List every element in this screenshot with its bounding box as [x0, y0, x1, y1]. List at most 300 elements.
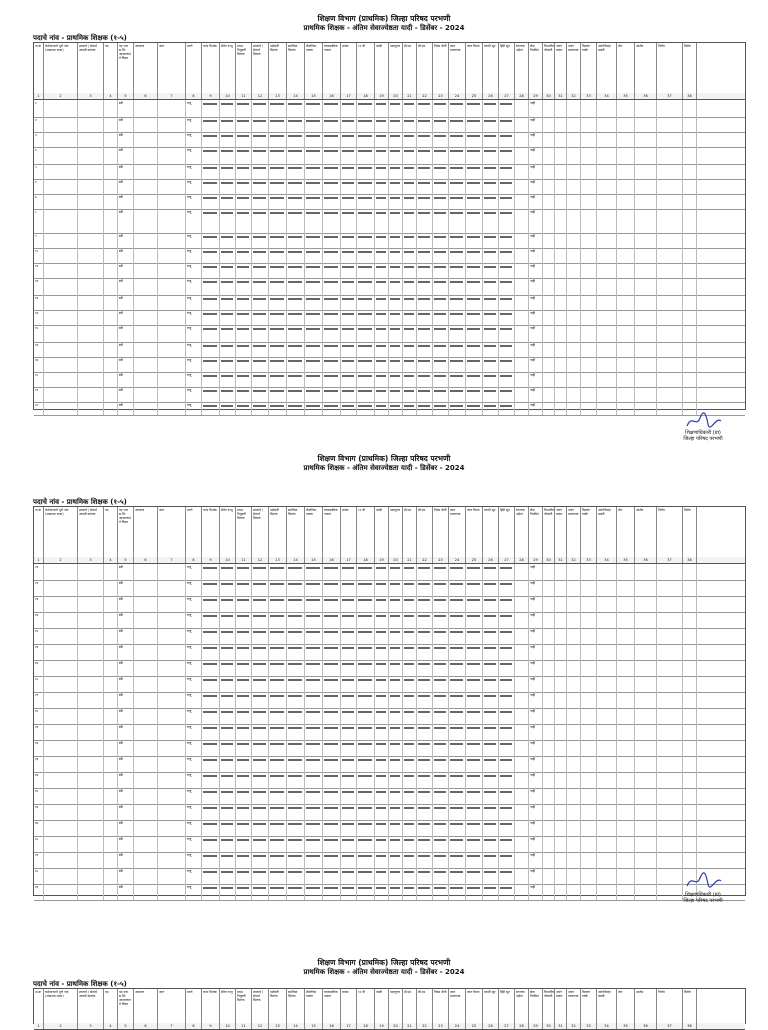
table-cell — [269, 644, 287, 660]
table-cell — [543, 644, 555, 660]
table-cell: रुजू — [186, 310, 202, 325]
table-cell: रुजू — [186, 836, 202, 852]
table-cell — [499, 868, 515, 884]
table-cell: नाही — [529, 756, 543, 772]
date-cell-text — [404, 281, 414, 283]
table-cell — [375, 884, 389, 900]
date-cell-text — [270, 663, 284, 665]
date-cell-text — [500, 150, 512, 152]
date-cell-text — [288, 251, 302, 253]
table-cell — [44, 372, 78, 387]
table-cell — [581, 580, 597, 596]
date-cell-text — [253, 871, 266, 873]
table-cell — [597, 402, 617, 415]
date-cell-text — [358, 727, 372, 729]
column-number: 15 — [305, 1023, 323, 1029]
column-header: प्रथम नियुक्ती दिनांक — [236, 989, 252, 1023]
table-cell: स्त्री — [118, 884, 134, 900]
table-cell — [269, 263, 287, 278]
table-cell — [417, 325, 433, 342]
column-number: 27 — [499, 1023, 515, 1029]
column-header: दिव्यांग टक्के — [581, 507, 597, 557]
table-cell — [499, 194, 515, 209]
table-cell — [617, 100, 635, 117]
table-cell — [252, 692, 269, 708]
date-cell-text — [484, 266, 496, 268]
date-cell-text — [342, 743, 354, 745]
date-cell-text — [450, 390, 463, 392]
table-cell — [433, 117, 449, 132]
table-cell — [357, 676, 375, 692]
table-cell — [236, 164, 252, 179]
table-cell — [44, 692, 78, 708]
date-cell-text — [450, 647, 463, 649]
table-cell — [78, 310, 104, 325]
date-cell-text — [484, 871, 496, 873]
date-cell-text — [288, 807, 302, 809]
date-cell-text — [342, 150, 354, 152]
table-cell — [617, 868, 635, 884]
table-cell — [389, 580, 403, 596]
table-cell — [483, 644, 499, 660]
column-header: पदव्युत्तर — [389, 507, 403, 557]
table-cell — [403, 788, 417, 804]
date-cell-text — [342, 775, 354, 777]
table-cell — [202, 756, 220, 772]
table-cell — [158, 402, 186, 415]
column-number: 37 — [657, 557, 683, 563]
table-cell — [236, 278, 252, 295]
table-cell — [483, 884, 499, 900]
table-cell — [78, 708, 104, 724]
table-cell: नाही — [529, 387, 543, 402]
table-cell — [403, 248, 417, 263]
date-cell-text — [358, 375, 372, 377]
date-cell-text — [288, 695, 302, 697]
table-cell — [597, 209, 617, 233]
table-cell — [305, 580, 323, 596]
date-cell-text — [221, 281, 233, 283]
table-cell — [287, 263, 305, 278]
table-cell — [567, 772, 581, 788]
column-number: 19 — [375, 1023, 389, 1029]
column-header: सेवा नियमित — [529, 989, 543, 1023]
column-header: सेवेत रूजू — [220, 507, 236, 557]
table-cell — [252, 772, 269, 788]
table-cell — [499, 580, 515, 596]
date-cell-text — [221, 727, 233, 729]
table-cell — [375, 263, 389, 278]
table-cell — [389, 804, 403, 820]
date-cell-text — [358, 791, 372, 793]
table-cell: नाही — [529, 676, 543, 692]
table-cell — [323, 660, 341, 676]
table-cell: ३८ — [34, 836, 44, 852]
table-cell — [158, 660, 186, 676]
table-cell — [617, 708, 635, 724]
table-cell — [433, 295, 449, 310]
date-cell-text — [418, 855, 430, 857]
table-cell — [543, 342, 555, 357]
table-cell: नाही — [529, 310, 543, 325]
table-cell — [104, 644, 118, 660]
table-cell — [515, 248, 529, 263]
table-cell — [683, 676, 697, 692]
column-header: आक्षेप — [635, 989, 657, 1023]
date-cell-text — [237, 251, 249, 253]
table-cell — [433, 692, 449, 708]
date-cell-text — [358, 871, 372, 873]
date-cell-text — [237, 871, 249, 873]
table-cell — [323, 295, 341, 310]
table-cell — [236, 387, 252, 402]
table-cell — [555, 724, 567, 740]
date-cell-text — [324, 711, 338, 713]
table-cell — [357, 596, 375, 612]
table-cell — [635, 132, 657, 147]
table-cell — [341, 660, 357, 676]
table-cell — [252, 724, 269, 740]
table-cell — [305, 868, 323, 884]
signature-office: जिल्हा परिषद परभणी — [683, 436, 723, 442]
table-row — [34, 233, 745, 249]
table-cell — [323, 402, 341, 415]
table-cell — [287, 564, 305, 580]
table-cell — [104, 660, 118, 676]
date-cell-text — [358, 167, 372, 169]
table-cell — [499, 836, 515, 852]
table-cell — [78, 612, 104, 628]
table-cell — [104, 194, 118, 209]
table-cell — [617, 342, 635, 357]
table-cell — [341, 852, 357, 868]
column-header: दिव्यांग टक्के — [581, 989, 597, 1023]
table-cell — [683, 132, 697, 147]
table-cell — [375, 372, 389, 387]
date-cell-text — [418, 743, 430, 745]
table-cell — [581, 724, 597, 740]
date-cell-text — [324, 647, 338, 649]
table-cell: ४० — [34, 868, 44, 884]
table-cell — [78, 117, 104, 132]
table-cell — [287, 164, 305, 179]
table-cell — [635, 564, 657, 580]
table-cell — [375, 836, 389, 852]
table-row — [34, 372, 745, 388]
table-cell — [499, 820, 515, 836]
date-cell-text — [253, 266, 266, 268]
date-cell-text — [358, 103, 372, 105]
table-cell — [158, 868, 186, 884]
table-cell — [597, 295, 617, 310]
column-header: कर्मचाऱ्याचे पूर्ण नांव (आडनाव प्रथम) — [44, 989, 78, 1023]
column-header: पदोन्नती दिनांक — [269, 43, 287, 93]
column-header: पद ज्या स.शि. आरक्षणात ते विषय — [118, 43, 134, 93]
table-cell — [236, 740, 252, 756]
table-cell — [357, 164, 375, 179]
table-cell — [104, 868, 118, 884]
date-cell-text — [500, 871, 512, 873]
table-cell — [555, 248, 567, 263]
table-cell — [597, 278, 617, 295]
table-cell — [287, 612, 305, 628]
column-header: पद — [104, 507, 118, 557]
table-cell — [287, 804, 305, 820]
table-cell — [597, 372, 617, 387]
table-cell — [417, 740, 433, 756]
table-cell — [375, 676, 389, 692]
post-name: पदाचे नांव - प्राथमिक शिक्षक (१-५) — [33, 34, 127, 42]
table-cell — [202, 357, 220, 372]
table-cell — [499, 179, 515, 194]
date-cell-text — [270, 120, 284, 122]
column-number: 36 — [635, 93, 657, 99]
table-cell — [567, 278, 581, 295]
date-cell-text — [418, 775, 430, 777]
table-cell — [357, 310, 375, 325]
table-cell — [499, 357, 515, 372]
table-cell — [483, 278, 499, 295]
table-cell — [134, 756, 158, 772]
date-cell-text — [404, 727, 414, 729]
column-number: 30 — [543, 93, 555, 99]
date-cell-text — [418, 647, 430, 649]
table-cell — [78, 372, 104, 387]
date-cell-text — [418, 167, 430, 169]
table-cell — [499, 117, 515, 132]
table-cell — [134, 852, 158, 868]
table-cell — [657, 100, 683, 117]
date-cell-text — [270, 631, 284, 633]
table-cell — [483, 868, 499, 884]
table-cell — [543, 372, 555, 387]
table-cell — [466, 628, 483, 644]
table-cell — [657, 209, 683, 233]
date-cell-text — [418, 120, 430, 122]
table-cell — [236, 772, 252, 788]
column-header: निवड श्रेणी — [433, 43, 449, 93]
table-cell — [341, 884, 357, 900]
table-cell — [134, 676, 158, 692]
date-cell-text — [237, 823, 249, 825]
column-number: 21 — [403, 557, 417, 563]
date-cell-text — [270, 167, 284, 169]
date-cell-text — [418, 313, 430, 315]
date-cell-text — [467, 236, 480, 238]
table-cell — [220, 100, 236, 117]
table-cell — [543, 804, 555, 820]
date-cell-text — [270, 791, 284, 793]
date-cell-text — [450, 281, 463, 283]
date-cell-text — [467, 167, 480, 169]
column-header: शालार्थ / सेवार्थ दिनांक — [252, 43, 269, 93]
table-cell — [403, 117, 417, 132]
table-cell: स्त्री — [118, 820, 134, 836]
date-cell-text — [342, 281, 354, 283]
table-cell — [236, 147, 252, 164]
table-cell — [635, 612, 657, 628]
table-cell — [567, 117, 581, 132]
table-cell — [341, 564, 357, 580]
column-number: 32 — [567, 1023, 581, 1029]
table-cell — [581, 233, 597, 248]
table-cell — [683, 310, 697, 325]
table-cell — [449, 402, 466, 415]
date-cell-text — [390, 167, 400, 169]
table-cell — [581, 884, 597, 900]
table-cell — [567, 836, 581, 852]
table-cell — [543, 660, 555, 676]
table-cell: ३० — [34, 708, 44, 724]
table-cell — [617, 788, 635, 804]
table-cell — [683, 660, 697, 676]
date-cell-text — [434, 135, 446, 137]
table-cell — [499, 233, 515, 248]
column-header: जात प्रमाणपत्र — [449, 507, 466, 557]
column-header: अपंग प्रकार — [555, 507, 567, 557]
date-cell-text — [467, 583, 480, 585]
date-cell-text — [306, 313, 320, 315]
table-cell — [44, 676, 78, 692]
table-cell — [433, 402, 449, 415]
date-cell-text — [270, 615, 284, 617]
table-cell — [236, 756, 252, 772]
table-cell — [158, 278, 186, 295]
table-cell — [305, 132, 323, 147]
date-cell-text — [467, 631, 480, 633]
date-cell-text — [342, 120, 354, 122]
table-cell — [305, 164, 323, 179]
date-cell-text — [376, 695, 386, 697]
table-row — [34, 836, 745, 853]
table-cell — [104, 708, 118, 724]
table-cell — [202, 342, 220, 357]
table-cell — [134, 278, 158, 295]
column-number: 24 — [449, 93, 466, 99]
table-cell — [617, 194, 635, 209]
table-cell — [403, 263, 417, 278]
table-cell: ५ — [34, 164, 44, 179]
table-cell — [305, 820, 323, 836]
table-cell — [104, 628, 118, 644]
date-cell-text — [358, 197, 372, 199]
table-cell — [597, 644, 617, 660]
column-header: जन्म दिनांक — [202, 507, 220, 557]
table-cell — [78, 132, 104, 147]
table-cell — [134, 628, 158, 644]
table-cell: रुजू — [186, 676, 202, 692]
table-cell — [287, 310, 305, 325]
table-cell — [134, 342, 158, 357]
date-cell-text — [358, 599, 372, 601]
table-cell — [499, 628, 515, 644]
table-cell — [515, 295, 529, 310]
table-cell — [635, 868, 657, 884]
table-cell — [555, 179, 567, 194]
table-cell — [635, 820, 657, 836]
table-cell — [78, 263, 104, 278]
date-cell-text — [288, 135, 302, 137]
table-cell — [433, 209, 449, 233]
date-cell-text — [450, 298, 463, 300]
date-cell-text — [376, 236, 386, 238]
date-cell-text — [288, 281, 302, 283]
table-cell — [417, 836, 433, 852]
date-cell-text — [253, 727, 266, 729]
date-cell-text — [434, 631, 446, 633]
table-cell — [202, 596, 220, 612]
date-cell-text — [434, 345, 446, 347]
signature-mark — [684, 872, 724, 890]
date-cell-text — [221, 871, 233, 873]
date-cell-text — [270, 328, 284, 330]
table-cell — [287, 132, 305, 147]
date-cell-text — [450, 743, 463, 745]
table-cell — [581, 100, 597, 117]
table-cell — [357, 820, 375, 836]
table-cell — [305, 724, 323, 740]
date-cell-text — [253, 791, 266, 793]
table-cell — [287, 740, 305, 756]
table-cell — [543, 179, 555, 194]
table-cell — [683, 209, 697, 233]
date-cell-text — [203, 855, 217, 857]
table-cell — [515, 884, 529, 900]
date-cell-text — [418, 839, 430, 841]
column-number: 14 — [287, 1023, 305, 1029]
date-cell-text — [484, 328, 496, 330]
date-cell-text — [450, 251, 463, 253]
table-cell — [543, 100, 555, 117]
table-cell — [581, 402, 597, 415]
date-cell-text — [253, 855, 266, 857]
date-cell-text — [237, 791, 249, 793]
table-cell — [417, 676, 433, 692]
date-cell-text — [253, 313, 266, 315]
column-number: 10 — [220, 557, 236, 563]
column-header: निर्णय — [657, 507, 683, 557]
date-cell-text — [450, 360, 463, 362]
date-cell-text — [342, 647, 354, 649]
table-cell — [389, 248, 403, 263]
table-cell — [466, 836, 483, 852]
table-cell — [417, 342, 433, 357]
column-header: विभागीय चौकशी — [543, 507, 555, 557]
table-cell — [287, 248, 305, 263]
date-cell-text — [306, 791, 320, 793]
date-cell-text — [221, 182, 233, 184]
seniority-table — [33, 506, 746, 896]
table-cell — [483, 692, 499, 708]
date-cell-text — [500, 599, 512, 601]
date-cell-text — [288, 615, 302, 617]
column-number: 18 — [357, 1023, 375, 1029]
date-cell-text — [390, 103, 400, 105]
table-cell — [104, 387, 118, 402]
table-cell — [104, 372, 118, 387]
table-cell — [44, 164, 78, 179]
date-cell-text — [324, 345, 338, 347]
column-number: 31 — [555, 557, 567, 563]
table-cell — [220, 676, 236, 692]
table-cell — [483, 233, 499, 248]
table-cell — [134, 596, 158, 612]
page-3 — [0, 944, 768, 1028]
table-cell — [104, 612, 118, 628]
table-cell — [269, 676, 287, 692]
date-cell-text — [390, 120, 400, 122]
date-cell-text — [450, 887, 463, 889]
